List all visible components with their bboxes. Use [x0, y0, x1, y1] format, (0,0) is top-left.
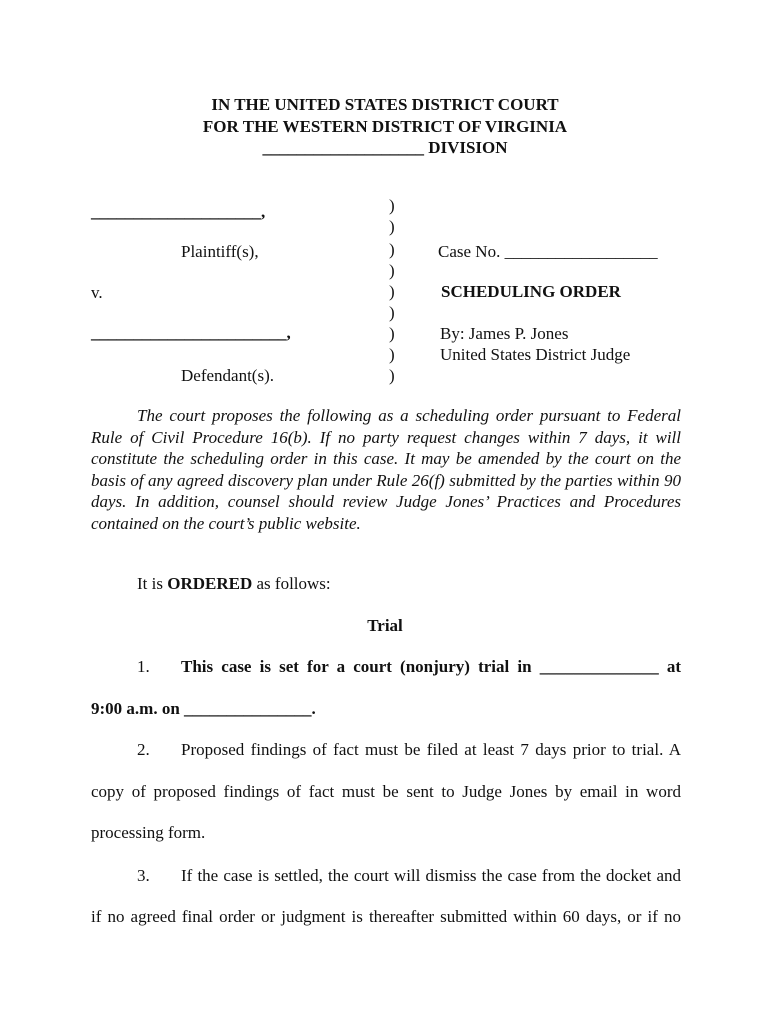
defendant-label: Defendant(s).: [181, 366, 274, 385]
caption-paren: ): [389, 217, 395, 236]
division-heading: [0, 137, 770, 158]
caption-paren: ): [389, 240, 395, 259]
item-2-line-1: Proposed findings of fact must be filed at least 7 days prior to trial. A: [181, 740, 681, 759]
caption-paren: ): [389, 282, 395, 301]
judge-title: United States District Judge: [440, 345, 631, 364]
court-name-heading: IN THE UNITED STATES DISTRICT COURT: [211, 95, 559, 114]
item-number: 3.: [137, 866, 150, 885]
judge-by-line: By: James P. Jones: [440, 324, 569, 343]
plaintiff-name-blank: ____________________,: [91, 202, 266, 221]
district-heading: FOR THE WESTERN DISTRICT OF VIRGINIA: [202, 117, 568, 136]
item-number: 1.: [137, 657, 150, 676]
section-title-trial: Trial: [367, 616, 403, 635]
ordered-suffix: as follows:: [256, 574, 331, 593]
caption-paren: ): [389, 196, 395, 215]
item-1-line-1: This case is set for a court (nonjury) trial in ______________ at: [181, 657, 681, 676]
case-number: Case No. __________________: [438, 242, 658, 261]
caption-paren: ): [389, 261, 395, 280]
caption-paren: ): [389, 366, 395, 385]
item-3-line-1: If the case is settled, the court will dismiss the case from the docket and: [181, 866, 681, 885]
division-blank: ___________________: [262, 138, 424, 157]
item-2-line-3: processing form.: [91, 823, 206, 842]
division-word: DIVISION: [428, 138, 508, 157]
versus-label: v.: [91, 283, 103, 302]
caption-paren: ): [389, 324, 395, 343]
plaintiff-label: Plaintiff(s),: [181, 242, 259, 261]
ordered-bold-word: ORDERED: [167, 574, 253, 593]
caption-paren: ): [389, 345, 395, 364]
item-1-line-2: 9:00 a.m. on _______________.: [91, 699, 316, 718]
intro-paragraph: The court proposes the following as a scheduling order pursuant to Federal Rule of Civil Procedure 16(b). If no party request changes within 7 days, it will constitute the scheduling order in this case. It may be amended by the court on the basis of any agreed discovery plan under Rule 26(f) submitted by the parties within 90 days. In addition, counsel should review Judge Jones’ Practices and Procedures contained on the court’s public website.: [91, 406, 681, 533]
caption-paren: ): [389, 303, 395, 322]
item-2-line-2: copy of proposed findings of fact must be sent to Judge Jones by email in word: [91, 782, 681, 801]
ordered-prefix: It is: [137, 574, 163, 593]
ordered-statement: [137, 574, 331, 594]
item-3-line-2: if no agreed final order or judgment is thereafter submitted within 60 days, or if no: [91, 907, 681, 926]
order-title: SCHEDULING ORDER: [441, 282, 621, 301]
item-number: 2.: [137, 740, 150, 759]
defendant-name-blank: _______________________,: [91, 323, 291, 342]
